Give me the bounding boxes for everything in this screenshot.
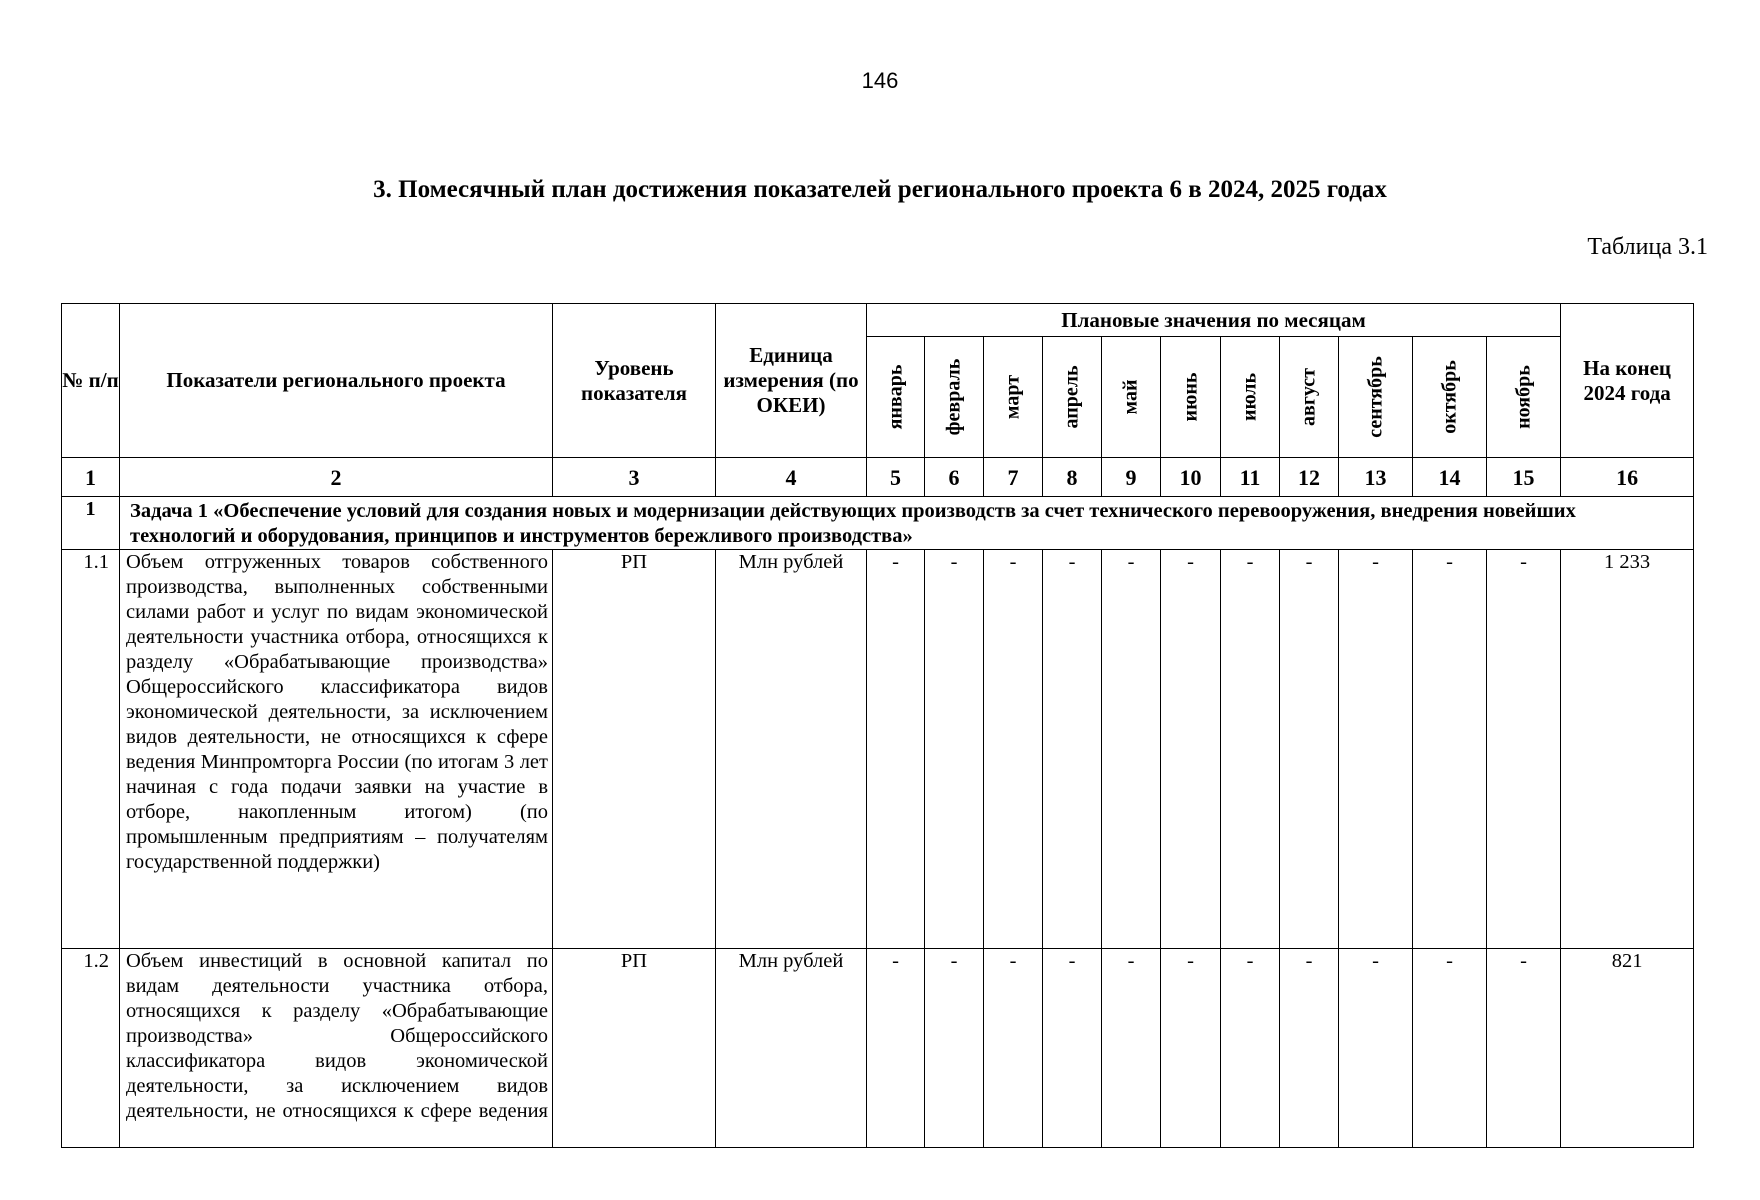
indicator-text: Объем отгруженных товаров собственного производства, выполненных собственными силами работ и услуг по видам экономической деятельности участника отбора, относящихся к разделу «Обрабатывающие производства» Общероссийского классификатора видов экономической деятельности, за исключением видов деятельности, не относящихся к сфере ведения Минпромторга России (по итогам 3 лет начиная с года подачи заявки на участие в отборе, накопленным итогом) (по промышленным предприятиям – получателям государственной поддержки) (120, 550, 553, 949)
month-label: январь (884, 364, 906, 430)
header-month-may (1102, 337, 1161, 458)
column-number: 12 (1280, 458, 1339, 497)
month-value: - (1221, 949, 1280, 1148)
indicator-unit: Млн рублей (716, 949, 867, 1148)
month-value: - (1102, 949, 1161, 1148)
month-value: - (1280, 550, 1339, 949)
monthly-plan-table (61, 303, 1694, 1148)
month-value: - (1221, 550, 1280, 949)
column-number: 2 (120, 458, 553, 497)
column-number: 14 (1413, 458, 1487, 497)
header-month-aug (1280, 337, 1339, 458)
month-value: - (984, 550, 1043, 949)
month-value: - (1280, 949, 1339, 1148)
month-label: ноябрь (1512, 365, 1535, 429)
month-value: - (1487, 550, 1561, 949)
month-value: - (1339, 550, 1413, 949)
indicator-level: РП (553, 949, 716, 1148)
header-month-jan (867, 337, 925, 458)
row-number: 1.1 (62, 550, 120, 949)
row-number: 1.2 (62, 949, 120, 1148)
month-value: - (1413, 550, 1487, 949)
month-value: - (1339, 949, 1413, 1148)
header-number: № п/п (62, 304, 120, 458)
month-label: август (1297, 368, 1320, 426)
column-number: 4 (716, 458, 867, 497)
month-value: - (1043, 949, 1102, 1148)
column-number: 1 (62, 458, 120, 497)
task-row (62, 497, 1694, 550)
header-unit: Единица измерения (по ОКЕИ) (716, 304, 867, 458)
table-row (62, 949, 1694, 1148)
month-value: - (867, 949, 925, 1148)
header-month-oct (1413, 337, 1487, 458)
column-number: 6 (925, 458, 984, 497)
column-number-row (62, 458, 1694, 497)
month-value: - (925, 550, 984, 949)
month-label: апрель (1060, 365, 1083, 429)
table-label: Таблица 3.1 (1587, 234, 1708, 260)
column-number: 7 (984, 458, 1043, 497)
end-of-year-value: 1 233 (1561, 550, 1694, 949)
document-title: 3. Помесячный план достижения показателей регионального проекта 6 в 2024, 2025 годах (373, 176, 1387, 203)
month-label: май (1119, 379, 1142, 415)
indicator-level: РП (553, 550, 716, 949)
month-value: - (1161, 949, 1221, 1148)
indicator-unit: Млн рублей (716, 550, 867, 949)
column-number: 5 (867, 458, 925, 497)
month-value: - (1043, 550, 1102, 949)
column-number: 16 (1561, 458, 1694, 497)
header-month-sep (1339, 337, 1413, 458)
month-label: сентябрь (1364, 356, 1386, 438)
month-value: - (925, 949, 984, 1148)
column-number: 9 (1102, 458, 1161, 497)
header-month-mar (984, 337, 1043, 458)
header-month-apr (1043, 337, 1102, 458)
month-value: - (984, 949, 1043, 1148)
month-value: - (1161, 550, 1221, 949)
column-number: 15 (1487, 458, 1561, 497)
header-indicators: Показатели регионального проекта (120, 304, 553, 458)
month-value: - (1487, 949, 1561, 1148)
column-number: 3 (553, 458, 716, 497)
month-label: июль (1238, 372, 1261, 422)
month-label: февраль (942, 358, 965, 436)
column-number: 8 (1043, 458, 1102, 497)
column-number: 13 (1339, 458, 1413, 497)
month-label: июнь (1179, 372, 1201, 422)
task-number: 1 (62, 497, 120, 550)
header-month-jul (1221, 337, 1280, 458)
indicator-text: Объем инвестиций в основной капитал по видам деятельности участника отбора, относящихся к разделу «Обрабатывающие производства» Общероссийского классификатора видов экономической деятельности, за исключением видов деятельности, не относящихся к сфере ведения (120, 949, 553, 1148)
header-month-feb (925, 337, 984, 458)
task-description: Задача 1 «Обеспечение условий для создания новых и модернизации действующих производств за счет технического перевооружения, внедрения новейших технологий и оборудования, принципов и инструментов бережливого производства» (120, 497, 1694, 550)
end-of-year-value: 821 (1561, 949, 1694, 1148)
header-month-nov (1487, 337, 1561, 458)
month-label: октябрь (1438, 360, 1460, 434)
header-month-jun (1161, 337, 1221, 458)
header-end-of-year: На конец 2024 года (1561, 304, 1694, 458)
header-monthly-values: Плановые значения по месяцам (867, 304, 1561, 337)
column-number: 11 (1221, 458, 1280, 497)
month-value: - (1102, 550, 1161, 949)
month-value: - (867, 550, 925, 949)
month-value: - (1413, 949, 1487, 1148)
column-number: 10 (1161, 458, 1221, 497)
header-level: Уровень показателя (553, 304, 716, 458)
month-label: март (1001, 374, 1024, 420)
page-number: 146 (861, 68, 899, 93)
table-row (62, 550, 1694, 949)
